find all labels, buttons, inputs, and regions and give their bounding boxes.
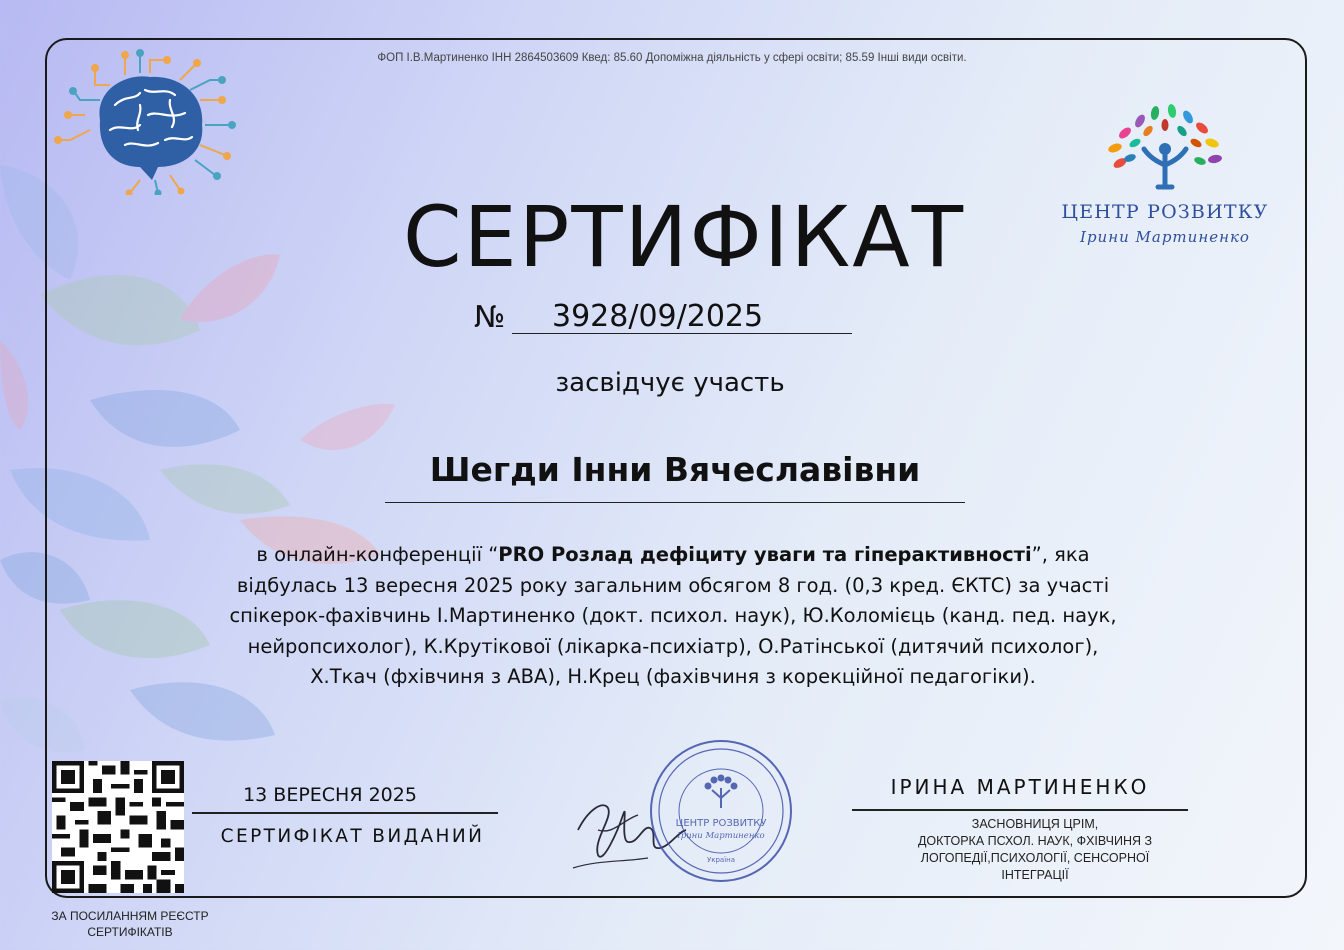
stamp-bottom-text: Україна (706, 856, 736, 864)
round-seal-stamp-icon (648, 738, 794, 884)
recipient-name: Шегди Інни Вячеславівни (429, 450, 921, 489)
signer-name: ІРИНА МАРТИНЕНКО (890, 775, 1150, 799)
body-line-3: спікерок-фахівчинь І.Мартиненко (докт. психол. наук), Ю.Коломієць (канд. пед. наук, (229, 604, 1117, 627)
logo-name: ЦЕНТР РОЗВИТКУ (1061, 201, 1269, 223)
stamp-center-text: ЦЕНТР РОЗВИТКУ (675, 818, 767, 829)
recipient-underline (385, 502, 965, 503)
body-line-5: Х.Ткач (фхівчиня з АВА), Н.Крец (фахівчиня з корекційної педагогіки). (310, 665, 1036, 688)
signer-title: ЗАСНОВНИЦЯ ЦРІМ, ДОКТОРКА ПСХОЛ. НАУК, ФХІВЧИНЯ З ЛОГОПЕДІЇ,ПСИХОЛОГІЇ, СЕНСОРНОЇ ІНТЕГРАЦІЇ (917, 817, 1153, 882)
brain-circuit-icon (40, 45, 250, 195)
body-line-2: відбулась 13 вересня 2025 року загальним обсягом 8 год. (0,3 кред. ЄКТС) за участі (236, 573, 1110, 597)
legal-note: ФОП І.В.Мартиненко ІНН 2864503609 Квед: 85.60 Допоміжна діяльність у сфері освіти; 85.59 Інші види освіти. (377, 52, 967, 64)
stamp-center-subtext: Ірини Мартиненко (677, 831, 765, 841)
body-line-4: нейропсихолог), К.Крутікової (лікарка-психіатр), О.Ратінської (дитячий психолог), (247, 634, 1099, 658)
qr-caption: ЗА ПОСИЛАННЯМ РЕЄСТР СЕРТИФІКАТІВ (51, 909, 209, 939)
number-sign: № (474, 300, 506, 335)
certificate-number: 3928/09/2025 (512, 300, 852, 334)
certificate-title: СЕРТИФІКАТ (402, 188, 966, 286)
issue-date-underline (192, 812, 498, 814)
tree-of-colorful-leaves-icon (1100, 103, 1230, 195)
signer-underline (852, 809, 1188, 811)
event-title: PRO Розлад дефіциту уваги та гіперактивності (498, 543, 1032, 566)
certificate-issued-label: СЕРТИФІКАТ ВИДАНИЙ (220, 826, 485, 847)
certificate-body (140, 540, 1206, 693)
logo-subtitle: Ірини Мартиненко (1080, 228, 1250, 246)
attests-participation: засвідчує участь (555, 368, 785, 398)
body-line-1: в онлайн-конференції “PRO Розлад дефіциту уваги та гіперактивності”, яка (256, 543, 1090, 566)
issue-date: 13 ВЕРЕСНЯ 2025 (243, 784, 417, 806)
qr-code-icon[interactable] (52, 761, 184, 893)
